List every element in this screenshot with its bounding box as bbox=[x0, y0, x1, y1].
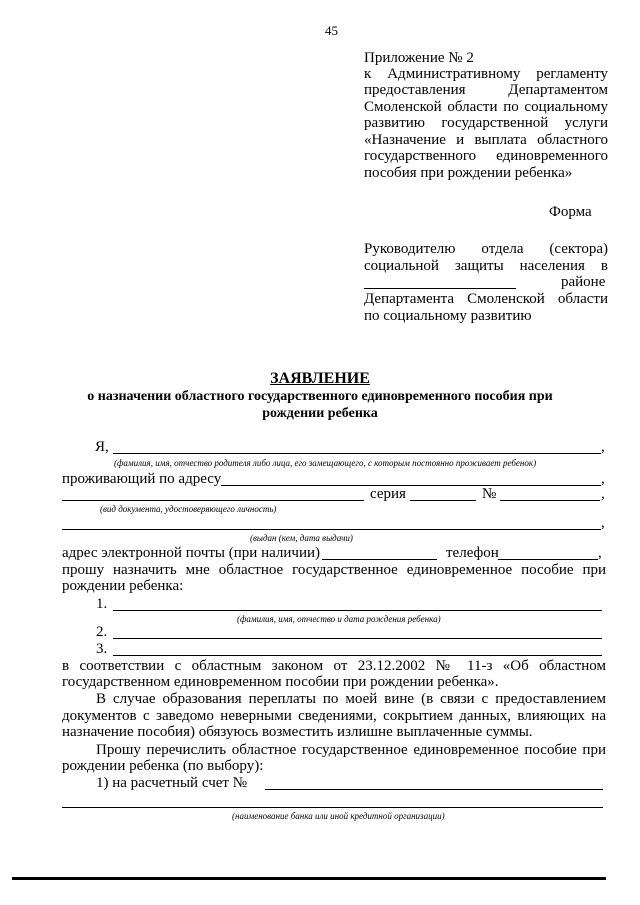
child-hint: (фамилия, имя, отчество и дата рождения ребенка) bbox=[237, 614, 441, 624]
addressee-line: Руководителю отдела (сектора) bbox=[364, 241, 608, 257]
bank-hint: (наименование банка или иной кредитной организации) bbox=[232, 811, 445, 821]
appendix-title: Приложение № 2 bbox=[364, 50, 474, 66]
address-field[interactable] bbox=[221, 485, 601, 486]
address-label: проживающий по адресу bbox=[62, 471, 222, 487]
doc-hint: (вид документа, удостоверяющего личность) bbox=[100, 504, 277, 514]
appendix-line: государственного единовременного bbox=[364, 148, 608, 164]
email-field[interactable] bbox=[322, 559, 437, 560]
applicant-name-hint: (фамилия, имя, отчество родителя либо лица, его замещающего, с которым постоянно проживает ребенок) bbox=[114, 458, 537, 468]
bottom-rule bbox=[12, 877, 606, 880]
ya-label: Я, bbox=[95, 439, 109, 455]
overpayment-text: назначение пособия) обязуюсь возместить излишне выплаченные суммы. bbox=[62, 724, 533, 740]
document-subtitle: рождении ребенка bbox=[262, 406, 378, 421]
email-label: адрес электронной почты (при наличии) bbox=[62, 545, 320, 561]
request-text: рождении ребенка: bbox=[62, 578, 184, 594]
district-blank[interactable] bbox=[364, 288, 516, 289]
issued-field[interactable] bbox=[62, 529, 601, 530]
addressee-line: социальной защиты населения в bbox=[364, 258, 608, 274]
document-title: ЗАЯВЛЕНИЕ bbox=[270, 370, 370, 387]
phone-field[interactable] bbox=[498, 559, 598, 560]
doc-number-field[interactable] bbox=[500, 500, 600, 501]
addressee-line: районе bbox=[561, 274, 606, 290]
transfer-text: Прошу перечислить областное государственное единовременное пособие при bbox=[96, 742, 606, 758]
appendix-line: развитию государственной услуги bbox=[364, 115, 608, 131]
account-label: 1) на расчетный счет № bbox=[96, 775, 248, 791]
document-subtitle: о назначении областного государственного единовременного пособия при bbox=[87, 389, 553, 404]
appendix-line: к Административному регламенту bbox=[364, 66, 608, 82]
phone-label: телефон bbox=[446, 545, 499, 561]
comma: , bbox=[601, 486, 605, 502]
comma: , bbox=[601, 439, 605, 455]
bank-field[interactable] bbox=[62, 807, 603, 808]
addressee-line: по социальному развитию bbox=[364, 308, 532, 324]
addressee-line: Департамента Смоленской области bbox=[364, 291, 608, 307]
appendix-line: «Назначение и выплата областного bbox=[364, 132, 608, 148]
form-label: Форма bbox=[549, 204, 592, 220]
law-text: в соответствии с областным законом от 23.12.2002 № 11-з «Об областном bbox=[62, 658, 606, 674]
overpayment-text: В случае образования переплаты по моей вине (в связи с предоставлением bbox=[96, 691, 606, 707]
overpayment-text: документов с заведомо неверными сведениями, сокрытием данных, влияющих на bbox=[62, 708, 606, 724]
appendix-line: предоставления Департаментом bbox=[364, 82, 608, 98]
page-number: 45 bbox=[325, 23, 338, 38]
comma: , bbox=[601, 515, 605, 531]
series-label: серия bbox=[370, 486, 406, 502]
child-1-field[interactable] bbox=[113, 610, 602, 611]
child-3-field[interactable] bbox=[113, 655, 602, 656]
child-2-field[interactable] bbox=[113, 638, 602, 639]
appendix-line: Смоленской области по социальному bbox=[364, 99, 608, 115]
account-field[interactable] bbox=[265, 789, 603, 790]
series-field[interactable] bbox=[410, 500, 476, 501]
child-number: 1. bbox=[96, 596, 108, 612]
applicant-name-field[interactable] bbox=[113, 453, 601, 454]
request-text: прошу назначить мне областное государственное единовременное пособие при bbox=[62, 562, 606, 578]
appendix-line: пособия при рождении ребенка» bbox=[364, 165, 573, 181]
transfer-text: рождении ребенка (по выбору): bbox=[62, 758, 264, 774]
comma: , bbox=[598, 545, 602, 561]
law-text: государственном единовременном пособии при рождении ребенка». bbox=[62, 674, 499, 690]
number-label: № bbox=[482, 486, 497, 502]
comma: , bbox=[601, 471, 605, 487]
child-number: 3. bbox=[96, 641, 108, 657]
child-number: 2. bbox=[96, 624, 108, 640]
id-document-field[interactable] bbox=[62, 500, 364, 501]
issued-hint: (выдан (кем, дата выдачи) bbox=[250, 533, 353, 543]
